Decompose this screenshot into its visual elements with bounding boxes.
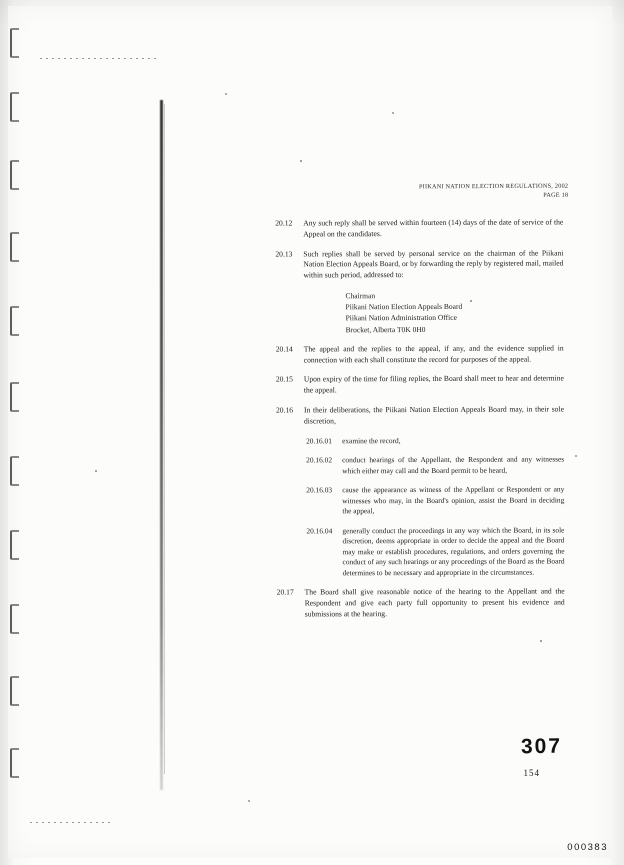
clause-20-16-02 — [306, 455, 564, 477]
clause-number: 20.13 — [275, 249, 293, 259]
header-title: PIIKANI NATION ELECTION REGULATIONS, 2002 — [418, 182, 568, 191]
clause-text: Such replies shall be served by personal service on the chairman of the Piikani Nation Election Appeals Board, or by forwarding the reply by registered mail, mailed within such period, addressed to: — [303, 248, 564, 280]
clause-number: 20.16 — [275, 405, 294, 415]
clause-text: Upon expiry of the time for filing replies, the Board shall meet to hear and determine the appeal. — [303, 373, 564, 395]
document-body — [275, 217, 565, 629]
clause-text: examine the record, — [342, 435, 401, 445]
clause-number: 20.16.02 — [306, 455, 333, 465]
clause-20-16 — [276, 404, 564, 427]
clause-number: 20.16.03 — [306, 485, 333, 495]
bates-number: 000383 — [567, 842, 608, 853]
document-header — [419, 182, 568, 201]
clause-text: The appeal and the replies to the appeal, if any, and the evidence supplied in connection with each shall constitute the record for purposes of the appeal. — [303, 343, 564, 365]
clause-20-13 — [275, 248, 563, 281]
stamp-number: 307 — [520, 734, 563, 759]
page-number: 154 — [523, 768, 540, 778]
clause-20-17 — [277, 587, 565, 620]
clause-20-15 — [276, 374, 564, 397]
clause-number: 20.16.04 — [306, 526, 333, 536]
clause-20-14 — [276, 343, 564, 366]
address-line-chairman: Chairman — [345, 291, 376, 301]
clause-20-16-04 — [306, 525, 564, 579]
clause-text: conduct hearings of the Appellant, the Respondent and any witnesses which either may call and the Board permit to be heard, — [342, 454, 565, 475]
address-block — [345, 289, 563, 335]
clause-number: 20.12 — [275, 218, 293, 228]
address-line-city: Brocket, Alberta T0K 0H0 — [345, 324, 426, 334]
clause-text: The Board shall give reasonable notice of the hearing to the Appellant and the Respondent and give each party full opportunity to present his evidence and submissions at the hearing. — [304, 586, 565, 619]
clause-text: In their deliberations, the Piikani Nation Election Appeals Board may, in their sole discretion, — [303, 404, 564, 426]
clause-number: 20.16.01 — [306, 435, 332, 446]
address-line-office: Piikani Nation Administration Office — [345, 313, 457, 323]
header-page-label: PAGE 18 — [542, 191, 569, 200]
clause-20-12 — [275, 217, 563, 240]
clause-number: 20.14 — [275, 344, 293, 354]
address-line-board: Piikani Nation Election Appeals Board — [345, 301, 463, 312]
clause-20-16-01 — [306, 435, 564, 447]
clause-text: Any such reply shall be served within fourteen (14) days of the date of service of the Appeal on the candidates. — [303, 217, 564, 239]
clause-number: 20.15 — [275, 374, 293, 385]
clause-text: generally conduct the proceedings in any way which the Board, in its sole discretion, deems appropriate in order to decide the appeal and the Board may make or establish procedures, regulations, and orders governing the conduct of any such hearings or any proceedings of the Board as the Board determines to be necessary and appropriate in the circumstances. — [342, 525, 565, 578]
clause-text: cause the appearance as witness of the Appellant or Respondent or any witnesses who may, in the Board's opinion, assist the Board in deciding the appeal, — [342, 484, 565, 516]
clause-20-16-03 — [306, 485, 564, 518]
clause-number: 20.17 — [276, 587, 294, 597]
